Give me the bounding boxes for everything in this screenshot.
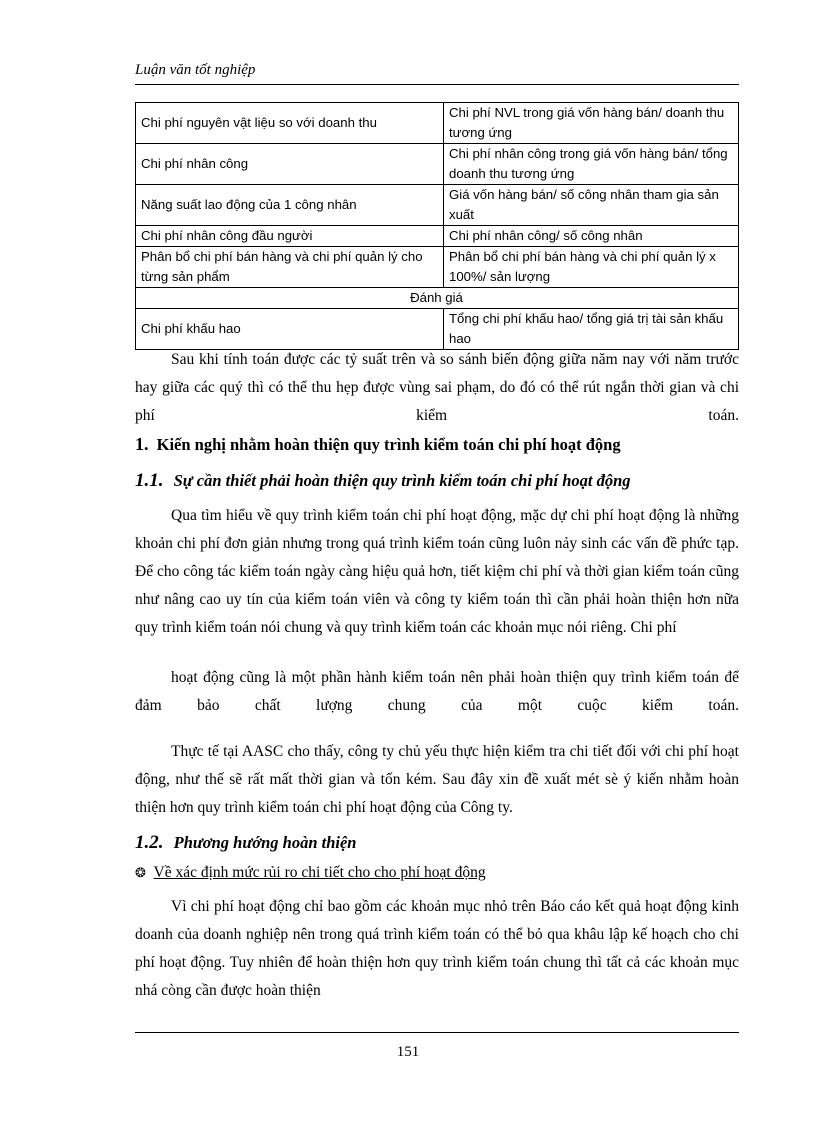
paragraph-risk: Vì chi phí hoạt động chỉ bao gồm các khoản mục nhỏ trên Báo cáo kết quả hoạt động kinh doanh của doanh nghiệp nên trong quá trình kiểm toán có thể bỏ qua khâu lập kế hoạch cho chi phí hoạt động. Tuy nhiên để hoàn thiện hơn quy trình kiểm toán chung thì tất cả các khoản mục nhá còng cần được hoàn thiện bbox=[135, 898, 739, 999]
section-number: 1. bbox=[135, 434, 149, 454]
page-number: 151 bbox=[396, 1044, 420, 1060]
section-heading-1-1 bbox=[135, 470, 739, 492]
section-heading-1 bbox=[135, 434, 739, 455]
paragraph-aasc: Thực tế tại AASC cho thấy, công ty chủ yếu thực hiện kiểm tra chi tiết đối với chi phí hoạt động, như thế sẽ rất mất thời gian và tốn kém. Sau đây xin đề xuất mét sè ý kiến nhằm hoàn thiện hơn quy trình kiểm toán chi phí hoạt động của Công ty. bbox=[135, 743, 739, 816]
section-number: 1.2. bbox=[135, 832, 164, 853]
running-header: Luận văn tốt nghiệp bbox=[135, 62, 256, 78]
paragraph-necessity: Qua tìm hiểu về quy trình kiểm toán chi phí hoạt động, mặc dự chi phí hoạt động là những khoản chi phí đơn giản nhưng trong quá trình kiểm toán cũng luôn nảy sinh các vấn đề phức tạp. Để cho công tác kiểm toán ngày càng hiệu quả hơn, tiết kiệm chi phí và thời gian kiểm toán cũng như nâng cao uy tín của kiểm toán viên và công ty kiểm toán thì cần phải hoàn thiện hơn nữa quy trình kiểm toán nói chung và quy trình kiểm toán các khoản mục nói riêng. Chi phí bbox=[135, 507, 739, 636]
section-title: Kiến nghị nhằm hoàn thiện quy trình kiểm toán chi phí hoạt động bbox=[156, 435, 621, 454]
table-row bbox=[136, 226, 739, 247]
table-cell: Chi phí khấu hao bbox=[136, 309, 444, 350]
table-row bbox=[136, 185, 739, 226]
table-cell: Phân bổ chi phí bán hàng và chi phí quản lý x 100%/ sản lượng bbox=[444, 247, 739, 288]
bullet-heading bbox=[135, 864, 486, 882]
table-cell: Năng suất lao động của 1 công nhân bbox=[136, 185, 444, 226]
section-heading-1-2 bbox=[135, 832, 739, 854]
table-cell: Chi phí nhân công trong giá vốn hàng bán/ tổng doanh thu tương ứng bbox=[444, 144, 739, 185]
table-cell: Tổng chi phí khấu hao/ tổng giá trị tài sản khấu hao bbox=[444, 309, 739, 350]
paragraph-continuation: hoạt động cũng là một phần hành kiểm toán nên phải hoàn thiện quy trình kiểm toán để đảm bảo chất lượng chung của một cuộc kiểm toán. bbox=[135, 669, 739, 714]
metrics-table bbox=[135, 102, 739, 350]
section-number: 1.1. bbox=[135, 470, 164, 491]
table-cell: Chi phí nhân công/ số công nhân bbox=[444, 226, 739, 247]
table-row bbox=[136, 144, 739, 185]
table-cell: Chi phí nguyên vật liệu so với doanh thu bbox=[136, 103, 444, 144]
table-row bbox=[136, 103, 739, 144]
table-row bbox=[136, 247, 739, 288]
bullet-title: Về xác định mức rủi ro chi tiết cho cho phí hoạt động bbox=[153, 864, 486, 881]
table-cell: Giá vốn hàng bán/ số công nhân tham gia sản xuất bbox=[444, 185, 739, 226]
bullet-icon: ❂ bbox=[135, 865, 146, 880]
header-divider bbox=[135, 84, 739, 85]
paragraph-summary: Sau khi tính toán được các tỷ suất trên và so sánh biến động giữa năm nay với năm trước hay giữa các quý thì có thể thu hẹp được vùng sai phạm, do đó có thể rút ngắn thời gian và chi phí kiểm toán. bbox=[135, 351, 739, 424]
table-section-label: Đánh giá bbox=[136, 288, 739, 309]
section-title: Phương hướng hoàn thiện bbox=[173, 833, 357, 852]
table-cell: Chi phí nhân công đầu người bbox=[136, 226, 444, 247]
section-title: Sự cần thiết phải hoàn thiện quy trình kiểm toán chi phí hoạt động bbox=[173, 471, 631, 490]
table-cell: Phân bổ chi phí bán hàng và chi phí quản lý cho từng sản phẩm bbox=[136, 247, 444, 288]
table-row bbox=[136, 288, 739, 309]
table-cell: Chi phí NVL trong giá vốn hàng bán/ doanh thu tương ứng bbox=[444, 103, 739, 144]
table-cell: Chi phí nhân công bbox=[136, 144, 444, 185]
table-row bbox=[136, 309, 739, 350]
footer-divider bbox=[135, 1032, 739, 1033]
